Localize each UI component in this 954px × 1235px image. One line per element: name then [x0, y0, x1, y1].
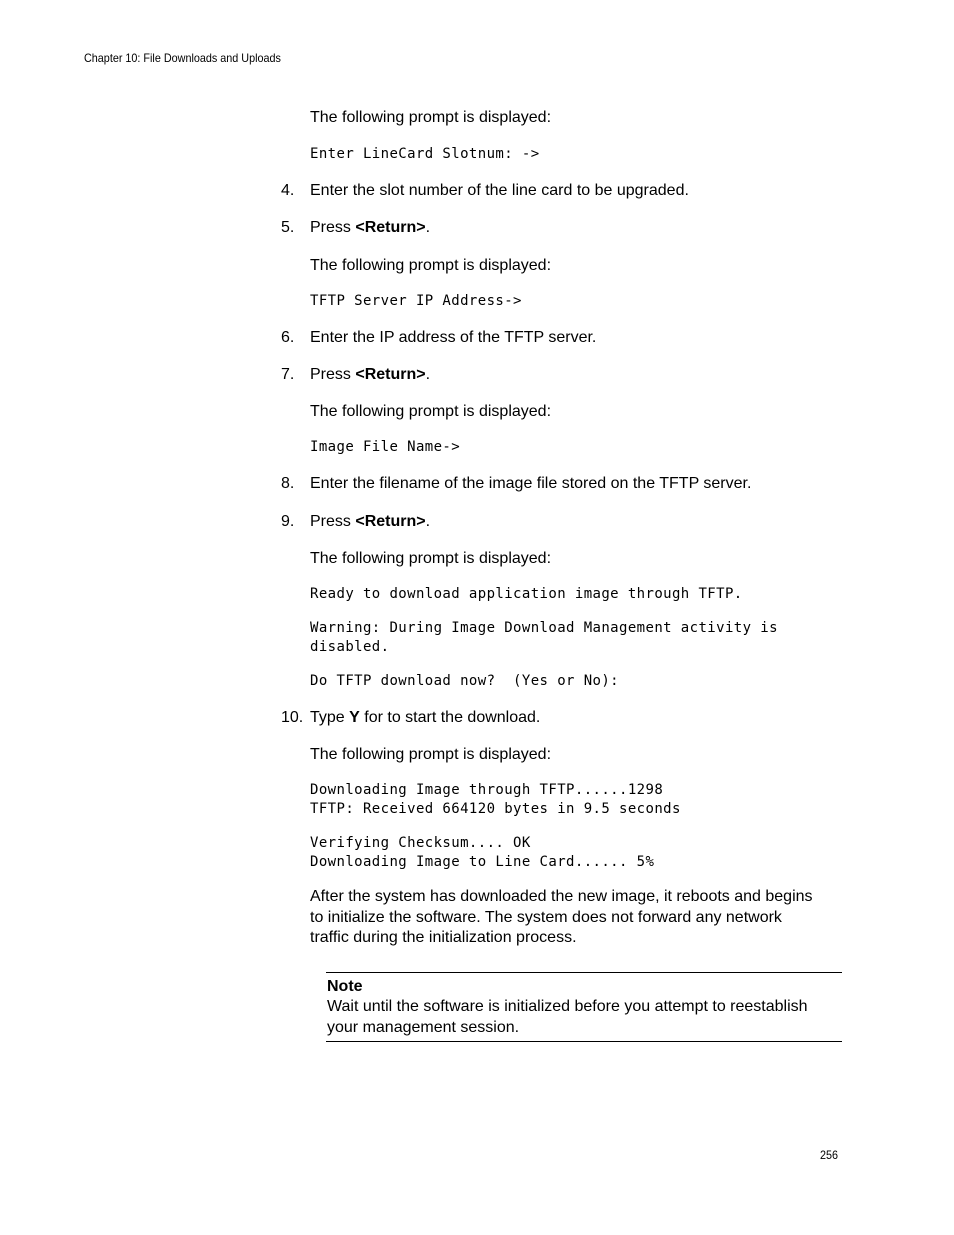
- step-number: 10.: [281, 709, 304, 726]
- step-text: Press <Return>.: [310, 513, 431, 530]
- step-number: 7.: [281, 366, 295, 383]
- step-text: Enter the slot number of the line card to be upgraded.: [310, 182, 689, 199]
- step-number: 6.: [281, 329, 295, 346]
- step-number: 4.: [281, 182, 295, 199]
- prompt-intro: The following prompt is displayed:: [310, 109, 552, 126]
- note-box: [326, 972, 842, 1042]
- return-key-label: <Return>: [355, 366, 426, 383]
- note-text: Wait until the software is initialized before you attempt to reestablish your management session.: [327, 998, 808, 1036]
- code-linecard-prompt: Enter LineCard Slotnum: ->: [310, 146, 540, 162]
- code-tftp-ip-prompt: TFTP Server IP Address->: [310, 293, 522, 309]
- step-number: 5.: [281, 219, 295, 236]
- step-text: Enter the IP address of the TFTP server.: [310, 329, 597, 346]
- code-ready-message: Ready to download application image through TFTP.: [310, 586, 743, 602]
- code-image-file-prompt: Image File Name->: [310, 439, 461, 455]
- prompt-intro: The following prompt is displayed:: [310, 550, 552, 567]
- prompt-intro: The following prompt is displayed:: [310, 746, 552, 763]
- code-confirm-prompt: Do TFTP download now? (Yes or No):: [310, 673, 620, 689]
- step-text: Enter the filename of the image file stored on the TFTP server.: [310, 475, 752, 492]
- note-title: Note: [327, 978, 363, 995]
- step-number: 9.: [281, 513, 295, 530]
- step-number: 8.: [281, 475, 295, 492]
- code-downloading-output: Downloading Image through TFTP......1298 TFTP: Received 664120 bytes in 9.5 seconds: [310, 782, 681, 817]
- return-key-label: <Return>: [355, 219, 426, 236]
- code-verifying-output: Verifying Checksum.... OK Downloading Image to Line Card...... 5%: [310, 835, 655, 870]
- code-warning-message: Warning: During Image Download Management activity is disabled.: [310, 620, 778, 655]
- yes-key-label: Y: [349, 709, 360, 726]
- page-number: 256: [820, 1148, 839, 1162]
- prompt-intro: The following prompt is displayed:: [310, 403, 552, 420]
- chapter-header: Chapter 10: File Downloads and Uploads: [84, 51, 281, 65]
- step-text: Press <Return>.: [310, 219, 431, 236]
- return-key-label: <Return>: [355, 513, 426, 530]
- step-text: Type Y for to start the download.: [310, 709, 541, 726]
- step-text: Press <Return>.: [310, 366, 431, 383]
- closing-paragraph: After the system has downloaded the new image, it reboots and begins to initialize the software. The system does not forward any network traffic during the initialization process.: [310, 888, 813, 946]
- prompt-intro: The following prompt is displayed:: [310, 257, 552, 274]
